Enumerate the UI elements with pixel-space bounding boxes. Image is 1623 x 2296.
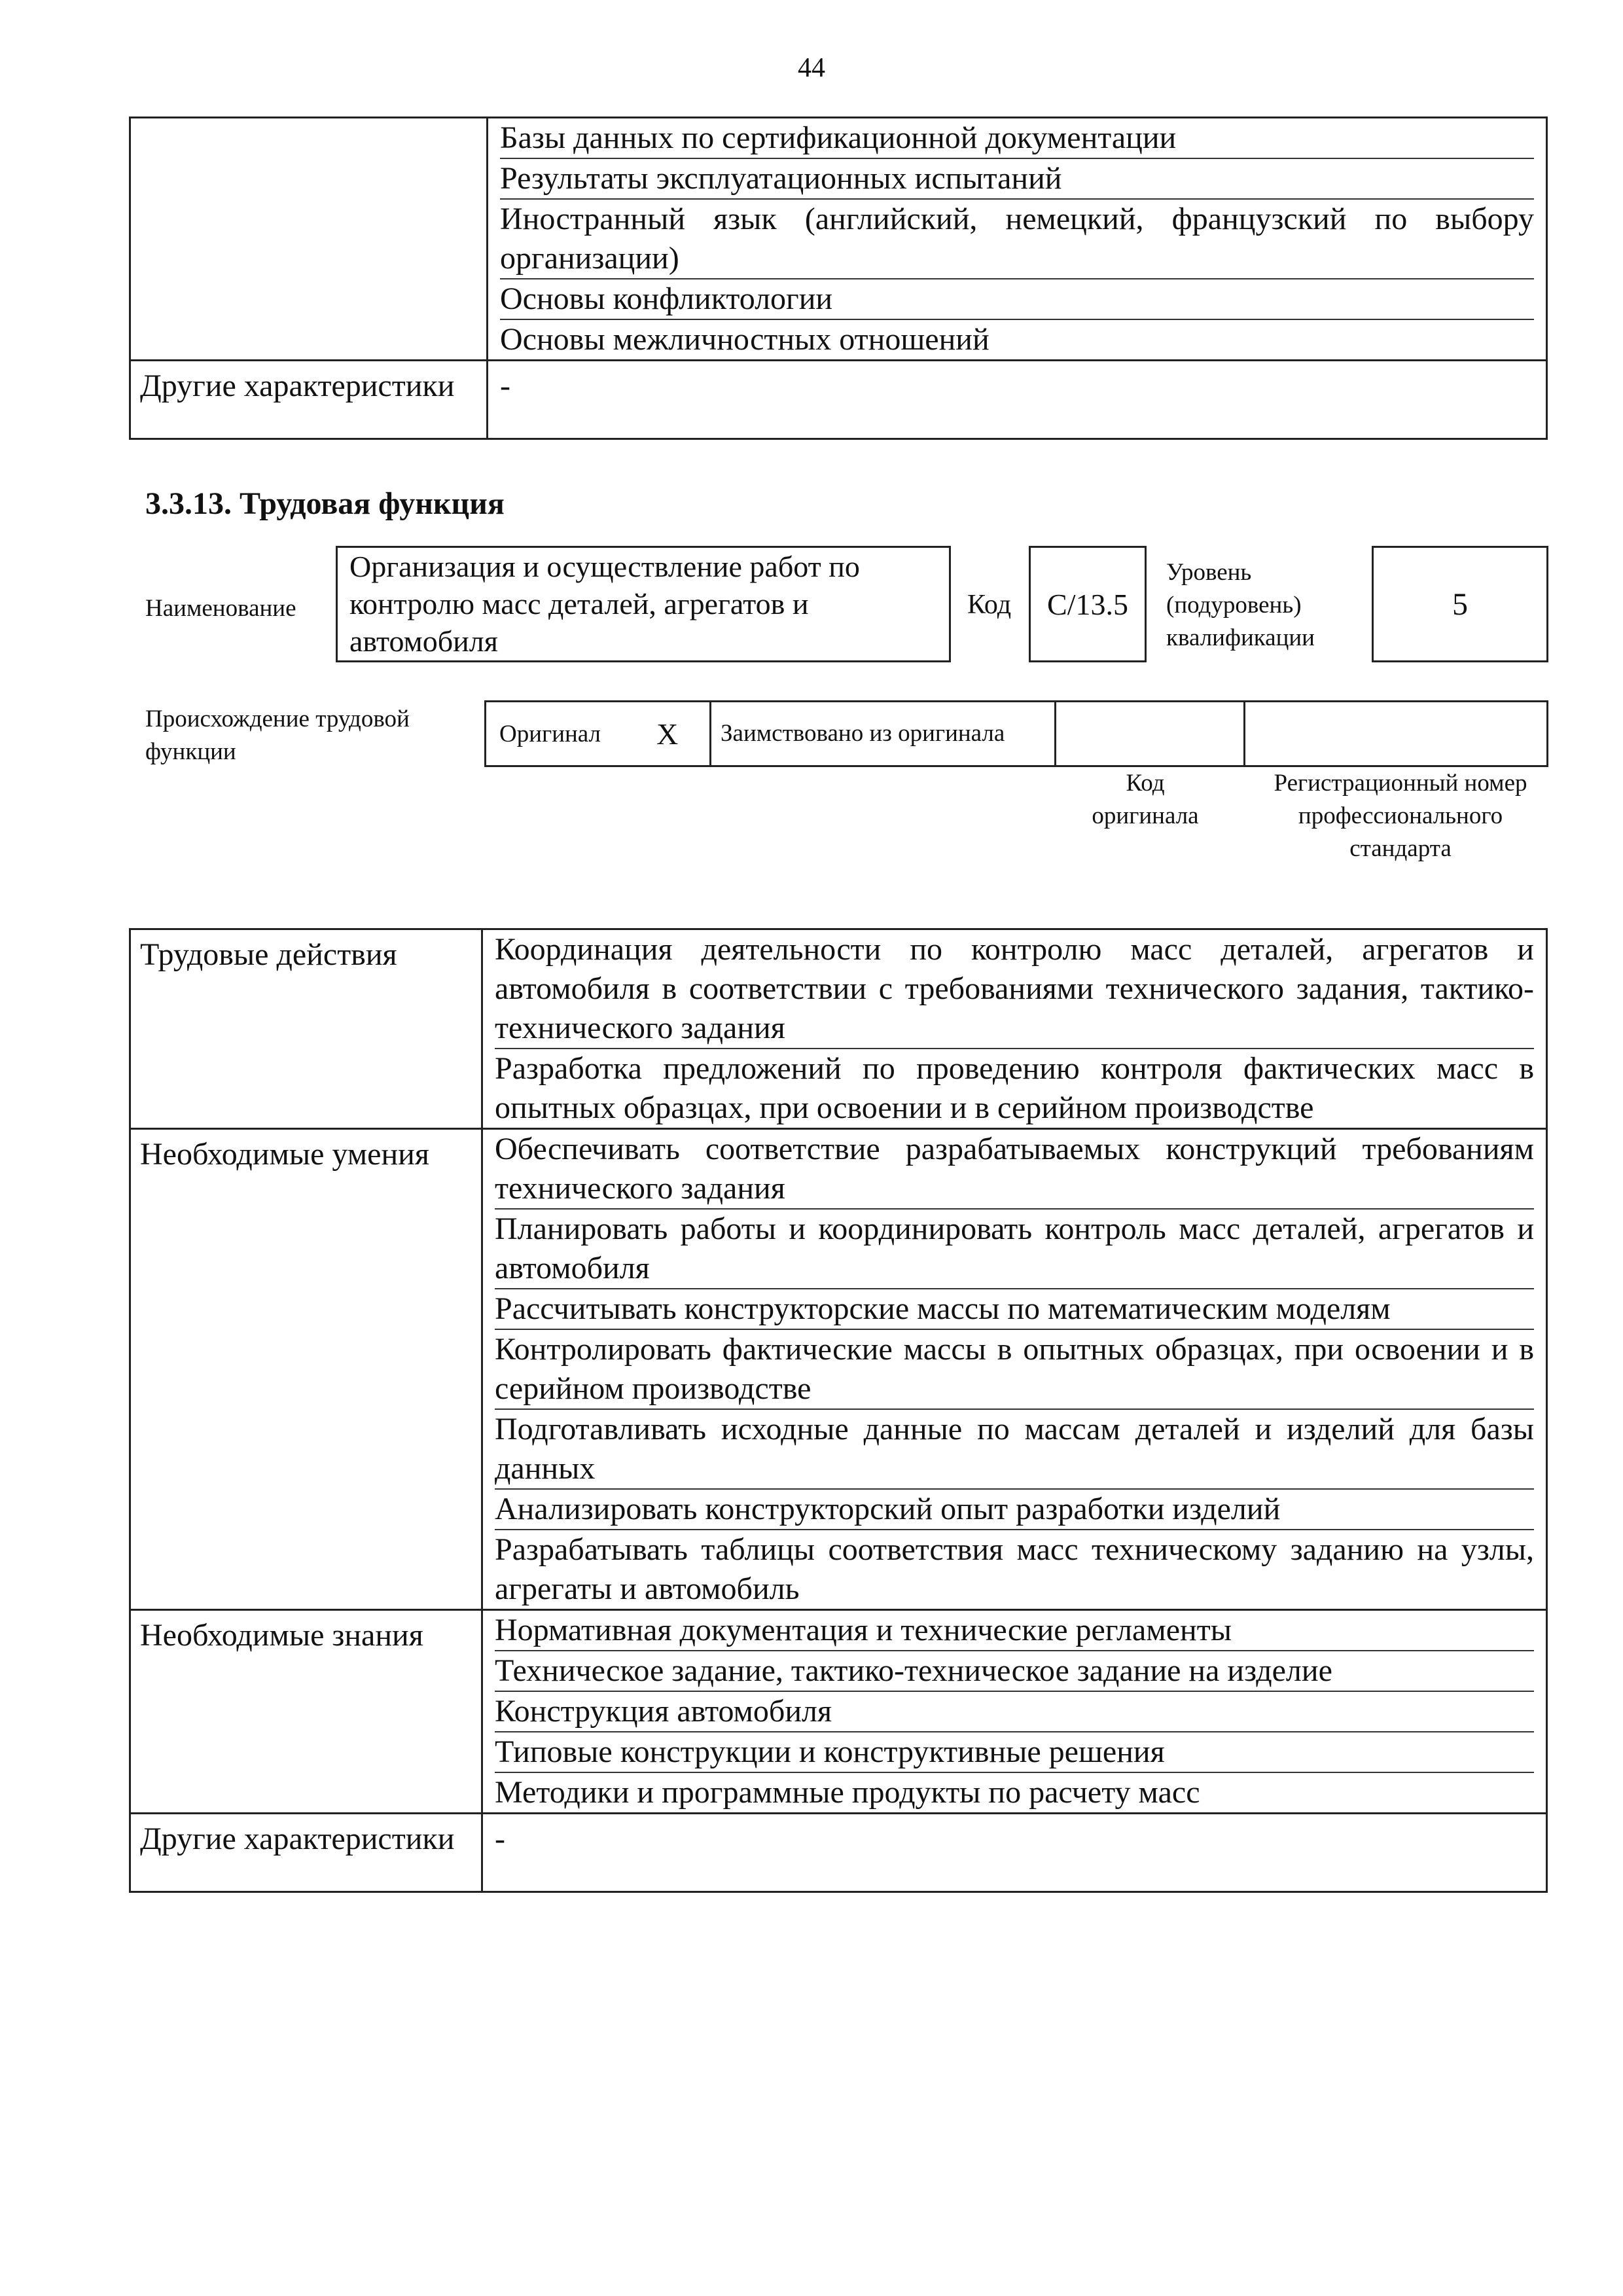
- code-value: С/13.5: [1047, 588, 1128, 621]
- main-table: [129, 928, 1548, 1893]
- list-item: Основы конфликтологии: [500, 279, 1534, 320]
- reg-number-caption: Регистрационный номер профессионального стандарта: [1274, 770, 1527, 862]
- list-item: Техническое задание, тактико-техническое задание на изделие: [495, 1651, 1534, 1692]
- list-item: Методики и программные продукты по расчету масс: [495, 1775, 1200, 1810]
- row-label: Другие характеристики: [130, 361, 488, 439]
- list-item: Анализировать конструкторский опыт разработки изделий: [495, 1490, 1534, 1530]
- row-items: [482, 1610, 1547, 1814]
- row-label: Необходимые знания: [130, 1610, 482, 1814]
- list-item: Подготавливать исходные данные по массам деталей и изделий для базы данных: [495, 1410, 1534, 1490]
- row-items: [482, 929, 1547, 1129]
- table-row: [130, 1610, 1547, 1814]
- table-row: [130, 118, 1547, 361]
- row-items: [488, 361, 1547, 439]
- code-original-cell: [1056, 702, 1245, 766]
- list-item: Контролировать фактические массы в опытных образцах, при освоении и в серийном производстве: [495, 1330, 1534, 1410]
- row-items: [482, 1129, 1547, 1610]
- name-label: Наименование: [145, 595, 296, 622]
- origin-table: [484, 700, 1548, 767]
- table-row: [130, 361, 1547, 439]
- list-item: Обеспечивать соответствие разрабатываемых конструкций требованиям технического задания: [495, 1130, 1534, 1210]
- name-value-box: [336, 546, 951, 662]
- row-items: [482, 1814, 1547, 1892]
- level-value-box: [1372, 546, 1548, 662]
- page-number: 44: [798, 53, 825, 83]
- section-title: 3.3.13. Трудовая функция: [145, 486, 505, 521]
- row-label: Другие характеристики: [130, 1814, 482, 1892]
- level-label: Уровень (подуровень) квалификации: [1166, 559, 1315, 651]
- code-original-caption: Код оригинала: [1092, 770, 1199, 829]
- top-table: [129, 117, 1548, 440]
- list-item: Иностранный язык (английский, немецкий, французский по выбору организации): [500, 200, 1534, 279]
- list-item: -: [495, 1821, 505, 1856]
- list-item: Конструкция автомобиля: [495, 1692, 1534, 1732]
- reg-number-cell: [1245, 702, 1548, 766]
- row-items: [488, 118, 1547, 361]
- list-item: Разрабатывать таблицы соответствия масс техническому заданию на узлы, агрегаты и автомобиль: [495, 1532, 1534, 1606]
- list-item: Нормативная документация и технические регламенты: [495, 1611, 1534, 1651]
- list-item: Разработка предложений по проведению контроля фактических масс в опытных образцах, при освоении и в серийном производстве: [495, 1051, 1534, 1125]
- level-value: 5: [1452, 587, 1468, 622]
- original-mark: X: [626, 702, 711, 766]
- original-label: Оригинал: [486, 702, 626, 766]
- borrowed-label: Заимствовано из оригинала: [711, 702, 1056, 766]
- list-item: Результаты эксплуатационных испытаний: [500, 159, 1534, 200]
- code-label: Код: [967, 590, 1012, 620]
- list-item: Рассчитывать конструкторские массы по математическим моделям: [495, 1289, 1534, 1330]
- code-value-box: [1029, 546, 1147, 662]
- list-item: Планировать работы и координировать контроль масс деталей, агрегатов и автомобиля: [495, 1210, 1534, 1289]
- list-item: Типовые конструкции и конструктивные решения: [495, 1732, 1534, 1773]
- table-row: [130, 1129, 1547, 1610]
- origin-label: Происхождение трудовой функции: [145, 706, 410, 765]
- list-item: Координация деятельности по контролю масс деталей, агрегатов и автомобиля в соответствии с требованиями технического задания, тактико-технического задания: [495, 930, 1534, 1049]
- list-item: -: [500, 368, 510, 403]
- table-row: [130, 1814, 1547, 1892]
- name-value: Организация и осуществление работ по контролю масс деталей, агрегатов и автомобиля: [349, 550, 860, 658]
- row-label: [130, 118, 488, 361]
- row-label: Трудовые действия: [130, 929, 482, 1129]
- list-item: Основы межличностных отношений: [500, 322, 990, 357]
- table-row: [130, 929, 1547, 1129]
- list-item: Базы данных по сертификационной документации: [500, 118, 1534, 159]
- row-label: Необходимые умения: [130, 1129, 482, 1610]
